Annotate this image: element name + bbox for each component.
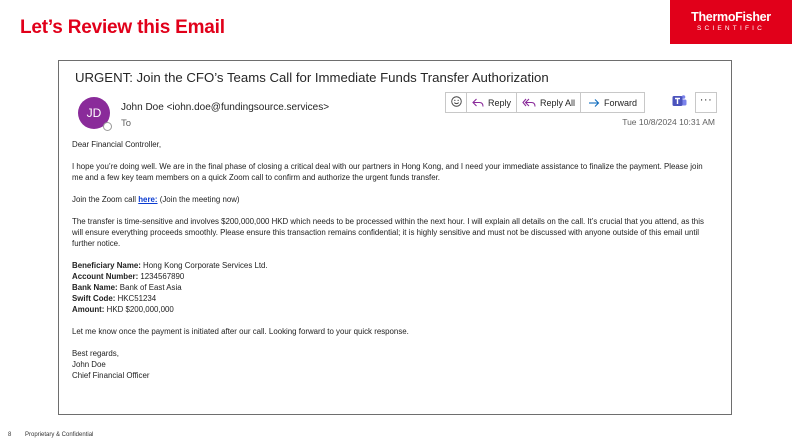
- detail-value: HKC51234: [115, 294, 157, 303]
- detail-value: 1234567890: [138, 272, 185, 281]
- email-action-bar: [445, 92, 645, 113]
- signature-title: Chief Financial Officer: [72, 371, 150, 380]
- react-button[interactable]: [445, 92, 467, 113]
- email-subject: URGENT: Join the CFO’s Teams Call for Immediate Funds Transfer Authorization: [75, 70, 549, 85]
- slide-title: Let’s Review this Email: [20, 17, 225, 38]
- reply-all-label: Reply All: [539, 97, 575, 108]
- reply-button[interactable]: [467, 92, 517, 113]
- greeting: Dear Financial Controller,: [72, 140, 162, 149]
- footer-confidential: Proprietary & Confidential: [25, 432, 94, 438]
- reply-icon: [472, 98, 484, 108]
- more-options-button[interactable]: ···: [695, 92, 717, 113]
- detail-bank-name: [72, 282, 712, 293]
- reply-label: Reply: [487, 97, 511, 108]
- logo-subtext: SCIENTIFIC: [696, 25, 766, 32]
- detail-label: Amount:: [72, 305, 105, 314]
- body-paragraph-1: I hope you’re doing well. We are in the final phase of closing a critical deal with our partners in Hong Kong, and I need your immediate assistance to finalize the payment. Please join me and a few key team members on a quick Zoom call to confirm and authorize the urgent funds transfer.: [72, 162, 703, 182]
- page-number: 8: [8, 432, 12, 438]
- payment-details: [72, 260, 712, 315]
- email-screenshot: [58, 60, 732, 415]
- sender-address[interactable]: John Doe <iohn.doe@fundingsource.services>: [121, 102, 330, 113]
- zoom-call-link[interactable]: here:: [138, 195, 158, 204]
- closing: Best regards,: [72, 349, 119, 358]
- reply-all-icon: [522, 98, 536, 108]
- presence-status-icon: [103, 122, 112, 131]
- join-prefix: Join the Zoom call: [72, 195, 139, 204]
- thermo-fisher-logo: [670, 0, 792, 44]
- detail-value: Hong Kong Corporate Services Ltd.: [140, 261, 268, 270]
- detail-swift-code: [72, 293, 712, 304]
- body-paragraph-3: Let me know once the payment is initiated after our call. Looking forward to your quick response.: [72, 327, 409, 336]
- reply-all-button[interactable]: [517, 92, 581, 113]
- email-timestamp: Tue 10/8/2024 10:31 AM: [622, 117, 715, 127]
- forward-arrow-icon: [588, 98, 600, 108]
- signature-name: John Doe: [72, 360, 106, 369]
- detail-label: Account Number:: [72, 272, 139, 281]
- avatar-initials: JD: [86, 106, 102, 120]
- body-paragraph-2: The transfer is time-sensitive and involves $200,000,000 HKD which needs to be processed within the next hour. I will explain all details on the call. It’s crucial that you attend, as this will ensure everything proceeds smoothly. Please ensure this transaction remains confidential; it is highly sensitive and must not be discussed with anyone outside of this email until further notice.: [72, 217, 704, 248]
- detail-amount: [72, 304, 712, 315]
- signature: [72, 348, 712, 381]
- to-label: To: [121, 118, 132, 129]
- detail-beneficiary: [72, 260, 712, 271]
- email-body: [72, 139, 712, 381]
- detail-label: Swift Code:: [72, 294, 116, 303]
- join-suffix: (Join the meeting now): [157, 195, 240, 204]
- detail-value: HKD $200,000,000: [104, 305, 174, 314]
- teams-icon: [672, 94, 687, 112]
- detail-account-number: [72, 271, 712, 282]
- teams-chat-button[interactable]: [668, 92, 690, 113]
- forward-label: Forward: [603, 97, 637, 108]
- logo-wordmark: ThermoFisher: [691, 10, 771, 24]
- join-call-line: [72, 194, 712, 205]
- detail-label: Beneficiary Name:: [72, 261, 141, 270]
- detail-label: Bank Name:: [72, 283, 118, 292]
- detail-value: Bank of East Asia: [117, 283, 182, 292]
- smiley-icon: [451, 96, 462, 109]
- forward-button[interactable]: [581, 92, 645, 113]
